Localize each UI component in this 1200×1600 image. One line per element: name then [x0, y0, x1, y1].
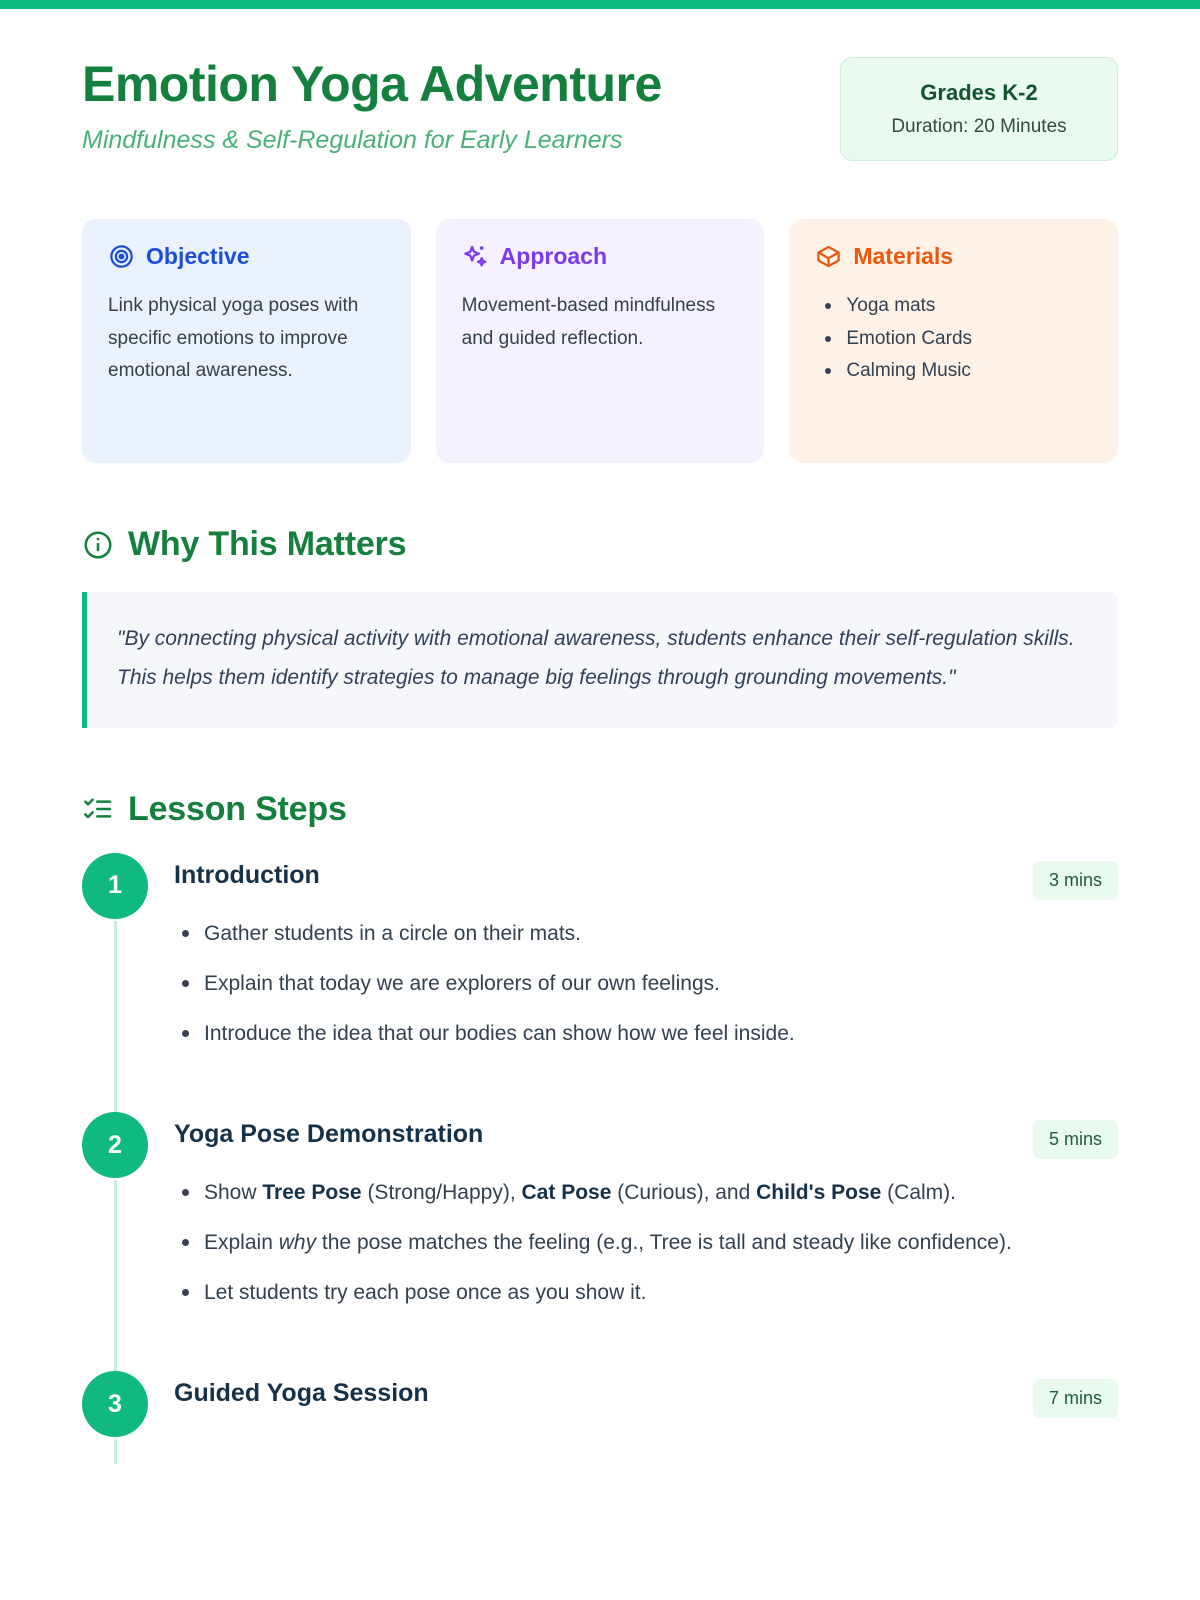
why-heading-text: Why This Matters — [128, 525, 407, 563]
step-number: 3 — [82, 1371, 148, 1437]
step-content — [174, 1112, 1118, 1371]
list-item: Explain that today we are explorers of our own feelings. — [174, 966, 1118, 1002]
approach-card-text: Movement-based mindfulness and guided reflection. — [461, 295, 716, 349]
list-item: Explain why the pose matches the feeling (e.g., Tree is tall and steady like confidence). — [174, 1225, 1118, 1261]
list-item: Let students try each pose once as you show it. — [174, 1275, 1118, 1311]
why-this-matters-heading — [82, 525, 1118, 564]
step-connector-line — [114, 921, 117, 1112]
why-quote-block — [82, 592, 1118, 728]
approach-card-title: Approach — [499, 243, 608, 269]
list-item: Gather students in a circle on their mats. — [174, 916, 1118, 952]
lesson-steps-list — [82, 853, 1118, 1465]
objective-card — [82, 219, 411, 463]
step-title: Guided Yoga Session — [174, 1379, 429, 1408]
step-content — [174, 853, 1118, 1112]
step-header — [174, 861, 1118, 900]
step-rail — [82, 853, 148, 1112]
approach-card-header — [462, 243, 739, 270]
package-icon — [815, 243, 842, 270]
objective-card-header — [108, 243, 385, 270]
step-content — [174, 1371, 1118, 1464]
step-rail — [82, 1112, 148, 1371]
step-connector-line — [114, 1439, 117, 1464]
list-item: Emotion Cards — [815, 323, 1092, 356]
step-number: 2 — [82, 1112, 148, 1178]
step-duration-badge: 5 mins — [1033, 1120, 1118, 1159]
list-item: Calming Music — [815, 355, 1092, 388]
checklist-icon — [82, 793, 114, 825]
why-quote-text: "By connecting physical activity with emotional awareness, students enhance their self-regulation skills. This helps them identify strategies to manage big feelings through grounding movements." — [117, 627, 1075, 689]
step-header — [174, 1379, 1118, 1418]
materials-card-title: Materials — [853, 243, 954, 269]
step-bullets — [174, 916, 1118, 1052]
page-subtitle: Mindfulness & Self-Regulation for Early Learners — [82, 126, 623, 154]
target-icon — [108, 243, 135, 270]
info-card-row — [82, 219, 1118, 463]
top-accent-bar — [0, 0, 1200, 9]
objective-card-text: Link physical yoga poses with specific emotions to improve emotional awareness. — [108, 295, 359, 382]
step-header — [174, 1120, 1118, 1159]
step-rail — [82, 1371, 148, 1464]
info-circle-icon — [82, 529, 114, 561]
materials-card-list — [815, 290, 1092, 388]
document-header — [82, 57, 1118, 161]
lesson-step — [82, 1371, 1118, 1464]
lesson-heading-text: Lesson Steps — [128, 789, 347, 828]
list-item: Yoga mats — [815, 290, 1092, 323]
step-number: 1 — [82, 853, 148, 919]
list-item: Show Tree Pose (Strong/Happy), Cat Pose (Curious), and Child's Pose (Calm). — [174, 1175, 1118, 1211]
page-title: Emotion Yoga Adventure — [82, 56, 662, 112]
list-item: Introduce the idea that our bodies can show how we feel inside. — [174, 1016, 1118, 1052]
duration-label: Duration: 20 Minutes — [891, 116, 1067, 137]
step-title: Introduction — [174, 860, 320, 889]
step-duration-badge: 3 mins — [1033, 861, 1118, 900]
step-title: Yoga Pose Demonstration — [174, 1120, 484, 1149]
document-page — [0, 9, 1200, 1464]
step-duration-badge: 7 mins — [1033, 1379, 1118, 1418]
lesson-meta-badge — [840, 57, 1118, 161]
sparkles-icon — [462, 243, 489, 270]
lesson-step — [82, 853, 1118, 1112]
step-connector-line — [114, 1180, 117, 1371]
lesson-steps-heading — [82, 790, 1118, 829]
step-bullets — [174, 1175, 1118, 1311]
materials-card-header — [815, 243, 1092, 270]
approach-card — [436, 219, 765, 463]
objective-card-title: Objective — [146, 243, 250, 269]
grades-label: Grades K-2 — [920, 80, 1038, 105]
lesson-step — [82, 1112, 1118, 1371]
title-block — [82, 57, 816, 155]
materials-card — [789, 219, 1118, 463]
